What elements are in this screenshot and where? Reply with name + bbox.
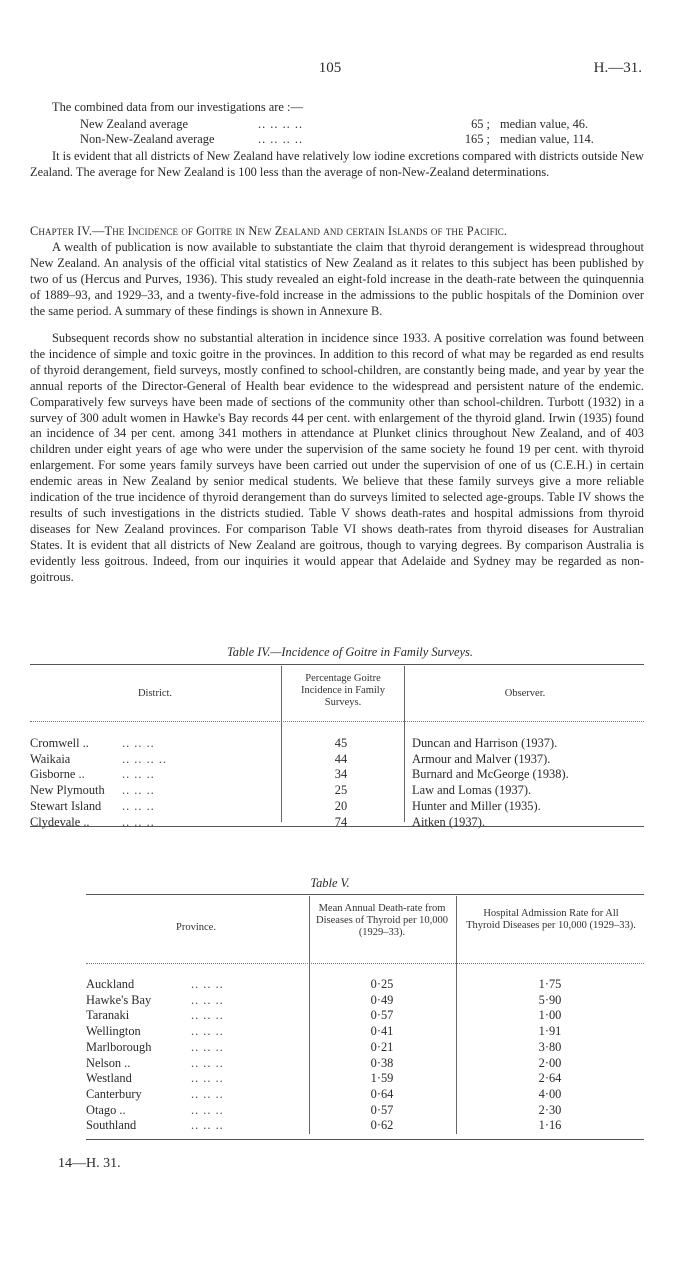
death-rate-cell: 0·62 [370,1118,394,1133]
percentage-cell: 25 [334,783,348,798]
leader-dots: .. .. .. [191,1055,224,1070]
document-reference: H.—31. [593,60,642,76]
table-row [86,1055,644,1071]
table-row [30,814,644,830]
table-iv-header-district: District. [137,688,173,699]
table-row [30,735,644,751]
observer-cell: Duncan and Harrison (1937). [412,736,558,750]
death-rate-cell: 0·64 [370,1086,394,1101]
table-v-header-rule [86,963,644,964]
death-rate-cell: 0·57 [370,1008,394,1023]
table-row [86,1023,644,1039]
table-iv-caption: Table IV.—Incidence of Goitre in Family Surveys. [227,645,473,659]
leader-dots: .. .. .. [122,783,155,798]
percentage-cell: 20 [334,798,348,813]
table-row [86,1102,644,1118]
leader-dots: .. .. .. [191,1118,224,1133]
leader-dots: .. .. .. [191,992,224,1007]
leader-dots: .. .. .. .. [258,132,304,146]
table-row [30,751,644,767]
table-row [30,798,644,814]
province-cell: Southland [86,1118,137,1133]
chapter-paragraph-2: Subsequent records show no substantial alteration in incidence since 1933. A positive correlation was found between the incidence of simple and toxic goitre in the provinces. In addition to this record of what may be regarded as end results of thyroid derangement, field surveys, mostly confined to school-children, are constantly being made, and year by year the annual reports of the Director-General of Health bear evidence to the widespread and persistent nature of the endemic. Comparatively few surveys have been made of sections of the community other than school-children. Turbott (1932) in a survey of 300 adult women in Hawke's Bay records 44 per cent. with enlargement of the thyroid gland. Irwin (1935) found an incidence of 34 per cent. among 341 mothers in attendance at Plunket clinics throughout New Zealand, and of 403 children under eight years of age who were under the supervision of the same society he found 19 per cent. with thyroid enlargement. For some years family surveys have been carried out under the supervision of one of us (C.E.H.) in certain endemic areas in New Zealand by senior medical students. We believe that these family surveys give a more reliable indication of the true incidence of thyroid derangement than do surveys limited to selected age-groups. Table IV shows the results of such investigations in the districts studied. Table V shows death-rates and hospital admissions from thyroid diseases for New Zealand provinces. For comparison Table VI shows death-rates from thyroid diseases for Australian States. It is evident that all districts of New Zealand are goitrous, though to varying degrees. By comparison Australia is evidently less goitrous. Indeed, from our inquiries it would appear that Adelaide and Sydney may be regarded as non-goitrous. [30,331,644,584]
death-rate-cell: 0·21 [370,1039,394,1054]
percentage-cell: 44 [334,751,348,766]
average-label: Non-New-Zealand average [80,132,215,146]
province-cell: Westland [86,1071,132,1086]
leader-dots: .. .. .. .. [258,117,304,131]
observer-cell: Armour and Malver (1937). [412,751,551,766]
chapter-number: Chapter IV. [30,224,93,238]
footer-signature: 14—H. 31. [58,1156,121,1171]
average-label: New Zealand average [80,117,189,131]
district-cell: Gisborne .. [30,767,85,782]
leader-dots: .. .. .. [191,1102,224,1117]
hospital-rate-cell: 1·16 [538,1118,562,1133]
percentage-cell: 34 [334,767,348,782]
intro-lead: The combined data from our investigations are :— [52,100,303,114]
leader-dots: .. .. .. [122,798,155,813]
hospital-rate-cell: 4·00 [538,1086,562,1101]
table-row [86,1117,644,1133]
average-row-nz [80,117,620,133]
province-cell: Taranaki [86,1008,130,1023]
leader-dots: .. .. .. .. [122,751,168,766]
leader-dots: .. .. .. [191,1024,224,1039]
table-iv-header-observer: Observer. [504,688,546,699]
table-iv-header-percentage: Percentage Goitre Incidence in Family Surveys. [301,673,385,708]
hospital-rate-cell: 1·91 [538,1024,562,1039]
hospital-rate-cell: 2·00 [538,1055,562,1070]
leader-dots: .. .. .. [191,1071,224,1086]
hospital-rate-cell: 5·90 [538,992,562,1007]
district-cell: Stewart Island [30,798,102,813]
observer-cell: Hunter and Miller (1935). [412,798,541,813]
leader-dots: .. .. .. [122,736,155,750]
median-value: median value, 46. [500,117,589,131]
table-row [86,1086,644,1102]
table-row [86,976,644,992]
observer-cell: Burnard and McGeorge (1938). [412,767,569,782]
table-row [86,992,644,1008]
table-v-header-hospital: Hospital Admission Rate for All Thyroid Diseases per 10,000 (1929–33). [466,908,636,931]
intro-conclusion: It is evident that all districts of New Zealand have relatively low iodine excretions compared with districts outside New Zealand. The average for New Zealand is 100 less than the average of non-New-Zealand determinations. [30,149,644,179]
death-rate-cell: 0·25 [370,977,394,991]
province-cell: Hawke's Bay [86,992,152,1007]
table-row [86,1007,644,1023]
table-v-header-province: Province. [176,922,216,933]
table-iv-header-rule [30,721,644,722]
province-cell: Auckland [86,977,135,991]
table-row [30,766,644,782]
table-v-bottom-rule [86,1139,644,1140]
page-number: 105 [318,60,342,76]
district-cell: Clydevale .. [30,814,90,829]
province-cell: Wellington [86,1024,141,1039]
chapter-paragraph-1: A wealth of publication is now available to substantiate the claim that thyroid derangement is widespread throughout New Zealand. An analysis of the official vital statistics of New Zealand as it relates to this subject has been published by two of us (Hercus and Purves, 1936). This study revealed an eight-fold increase in the death-rate between the quinquennia of 1889–93, and 1929–33, and a twenty-five-fold increase in the admissions to the public hospitals of the Dominion over the same period. A summary of these findings is shown in Annexure B. [30,240,644,318]
death-rate-cell: 0·57 [370,1102,394,1117]
death-rate-cell: 0·49 [370,992,394,1007]
leader-dots: .. .. .. [191,977,224,991]
percentage-cell: 74 [334,814,348,829]
chapter-title: —The Incidence of Goitre in New Zealand and certain Islands of the Pacific. [92,224,508,238]
leader-dots: .. .. .. [191,1008,224,1023]
percentage-cell: 45 [334,736,348,750]
table-row [86,1070,644,1086]
leader-dots: .. .. .. [122,767,155,782]
observer-cell: Aitken (1937). [412,814,485,829]
table-v-caption: Table V. [310,876,350,890]
average-row-non-nz [80,132,620,148]
average-value: 65 ; [471,117,490,131]
district-cell: New Plymouth [30,783,105,798]
table-v-top-rule [86,894,644,895]
death-rate-cell: 0·38 [370,1055,394,1070]
province-cell: Canterbury [86,1086,142,1101]
province-cell: Otago .. [86,1102,126,1117]
chapter-heading [30,224,646,239]
province-cell: Marlborough [86,1039,152,1054]
table-iv-top-rule [30,664,644,665]
death-rate-cell: 1·59 [370,1071,394,1086]
hospital-rate-cell: 3·80 [538,1039,562,1054]
leader-dots: .. .. .. [191,1086,224,1101]
hospital-rate-cell: 1·00 [538,1008,562,1023]
hospital-rate-cell: 1·75 [538,977,562,991]
table-row [30,782,644,798]
leader-dots: .. .. .. [122,814,155,829]
district-cell: Cromwell .. [30,736,89,750]
table-v-header-death-rate: Mean Annual Death-rate from Diseases of Thyroid per 10,000 (1929–33). [316,903,448,938]
table-row [86,1039,644,1055]
hospital-rate-cell: 2·30 [538,1102,562,1117]
observer-cell: Law and Lomas (1937). [412,783,532,798]
death-rate-cell: 0·41 [370,1024,394,1039]
table-iv-bottom-rule [30,826,644,827]
hospital-rate-cell: 2·64 [538,1071,562,1086]
province-cell: Nelson .. [86,1055,131,1070]
leader-dots: .. .. .. [191,1039,224,1054]
average-value: 165 ; [464,132,490,146]
district-cell: Waikaia [30,751,71,766]
median-value: median value, 114. [500,132,594,146]
